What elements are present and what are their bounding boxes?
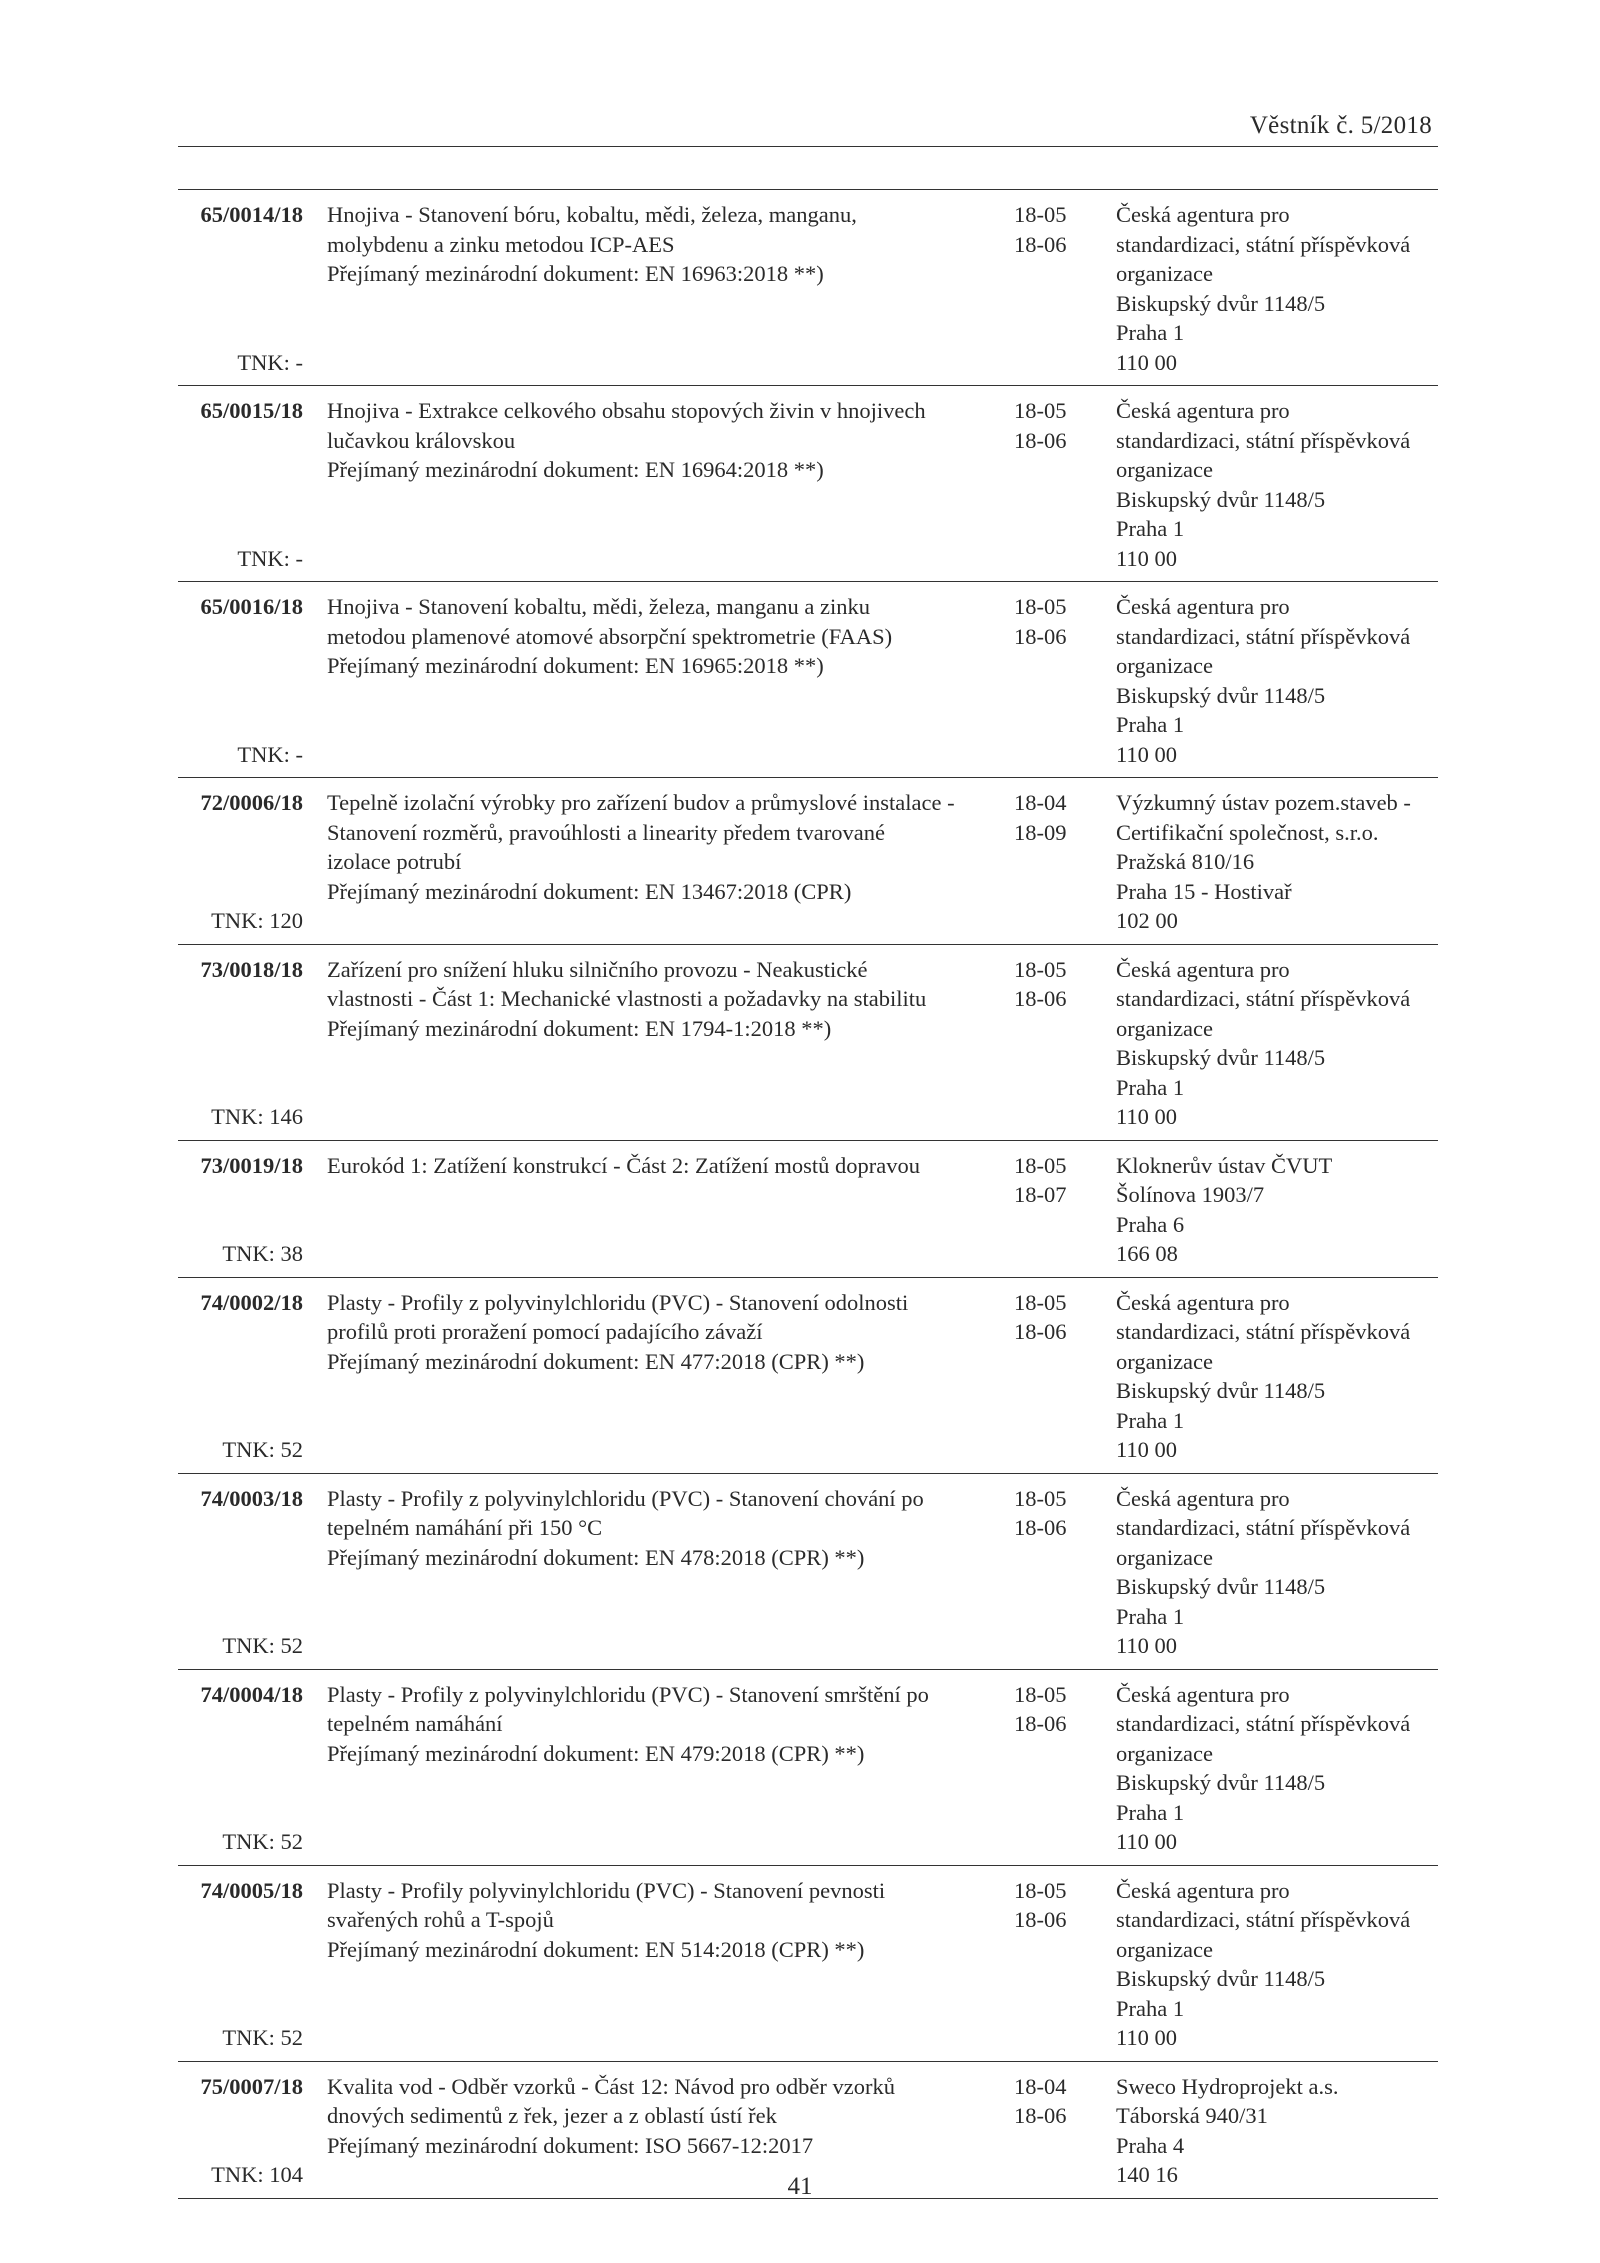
entry-id-cell [178,1680,303,1854]
title-line: svařených rohů a T-spojů [327,1907,554,1932]
organization-line: Biskupský dvůr 1148/5 [1116,486,1326,512]
entry-organization-cell [1116,1151,1436,1269]
organization-line: organizace [1116,653,1214,678]
date-code: 18-06 [1014,1711,1067,1736]
title-line: Plasty - Profily polyvinylchloridu (PVC) - Stanovení pevnosti [327,1877,886,1903]
title-line: Eurokód 1: Zatížení konstrukcí - Část 2: Zatížení mostů dopravou [327,1152,920,1178]
tnk-label: TNK: - [237,545,303,571]
table-row [178,1278,1438,1474]
entry-dates-cell [1014,955,1094,1014]
title-line: profilů proti proražení pomocí padajícího závaží [327,1319,763,1344]
organization-line: Biskupský dvůr 1148/5 [1116,1574,1326,1599]
entry-id-cell [178,592,303,767]
entry-number: 72/0006/18 [200,790,303,815]
organization-line: standardizaci, státní příspěvková [1116,623,1411,649]
date-code: 18-05 [1014,1485,1067,1511]
entry-organization-cell [1116,1484,1436,1661]
date-code: 18-04 [1014,2073,1067,2099]
entry-number: 74/0002/18 [200,1289,303,1315]
title-line: Přejímaný mezinárodní dokument: EN 514:2018 (CPR) **) [327,1936,865,1962]
entry-organization-cell [1116,788,1436,936]
title-line: izolace potrubí [327,849,462,874]
organization-line: standardizaci, státní příspěvková [1116,1319,1411,1344]
organization-line: Certifikační společnost, s.r.o. [1116,819,1379,845]
organization-line: Kloknerův ústav ČVUT [1116,1152,1333,1178]
title-line: Stanovení rozměrů, pravoúhlosti a linearity předem tvarované [327,819,885,845]
entry-number: 73/0019/18 [200,1152,303,1178]
entry-id-cell [178,396,303,571]
organization-line: Praha 1 [1116,320,1185,345]
entry-dates-cell [1014,1484,1094,1543]
entry-number: 75/0007/18 [200,2073,303,2099]
organization-line: organizace [1116,1936,1214,1962]
date-code: 18-06 [1014,231,1067,257]
organization-line: organizace [1116,1015,1214,1041]
entry-organization-cell [1116,1288,1436,1465]
organization-line: Praha 4 [1116,2132,1185,2158]
organization-line: 110 00 [1116,1633,1178,1658]
date-code: 18-09 [1014,819,1067,845]
title-line: Přejímaný mezinárodní dokument: EN 1794-1:2018 **) [327,1015,832,1041]
date-code: 18-05 [1014,1681,1067,1707]
title-line: Hnojiva - Stanovení kobaltu, mědi, železa, manganu a zinku [327,594,870,619]
date-code: 18-05 [1014,1877,1067,1903]
title-line: Přejímaný mezinárodní dokument: EN 13467:2018 (CPR) [327,878,852,904]
organization-line: organizace [1116,261,1214,286]
page-number: 41 [787,2173,813,2200]
table-row [178,945,1438,1141]
title-line: Přejímaný mezinárodní dokument: EN 477:2018 (CPR) **) [327,1348,865,1374]
tnk-label: TNK: 52 [222,1437,303,1462]
title-line: Hnojiva - Stanovení bóru, kobaltu, mědi, železa, manganu, [327,202,857,227]
date-code: 18-06 [1014,1319,1067,1344]
entry-id-cell [178,1288,303,1462]
organization-line: Praha 1 [1116,1603,1185,1629]
date-code: 18-06 [1014,986,1067,1011]
organization-line: Česká agentura pro [1116,1681,1290,1707]
date-code: 18-06 [1014,2103,1067,2128]
organization-line: Česká agentura pro [1116,1877,1290,1903]
title-line: Přejímaný mezinárodní dokument: ISO 5667-12:2017 [327,2132,814,2158]
entry-id-cell [178,1151,303,1266]
organization-line: Česká agentura pro [1116,1485,1290,1511]
organization-line: standardizaci, státní příspěvková [1116,427,1411,453]
title-line: Přejímaný mezinárodní dokument: EN 16964:2018 **) [327,457,824,482]
date-code: 18-07 [1014,1182,1067,1207]
organization-line: standardizaci, státní příspěvková [1116,1515,1411,1540]
entry-number: 73/0018/18 [200,956,303,982]
title-line: Zařízení pro snížení hluku silničního provozu - Neakustické [327,956,868,982]
organization-line: Česká agentura pro [1116,1289,1290,1315]
organization-line: Praha 1 [1116,712,1185,737]
date-code: 18-06 [1014,623,1067,649]
date-code: 18-05 [1014,594,1067,619]
organization-line: 102 00 [1116,908,1178,933]
date-code: 18-06 [1014,427,1067,453]
entry-organization-cell [1116,592,1436,769]
entry-dates-cell [1014,1876,1094,1935]
entry-organization-cell [1116,200,1436,377]
date-code: 18-05 [1014,1289,1067,1315]
table-row [178,1141,1438,1278]
entry-organization-cell [1116,955,1436,1132]
title-line: Plasty - Profily z polyvinylchloridu (PVC) - Stanovení smrštění po [327,1681,929,1707]
title-line: Přejímaný mezinárodní dokument: EN 16963:2018 **) [327,261,824,286]
organization-line: standardizaci, státní příspěvková [1116,986,1411,1011]
date-code: 18-06 [1014,1907,1067,1932]
organization-line: Biskupský dvůr 1148/5 [1116,1045,1326,1070]
organization-line: 110 00 [1116,2025,1178,2050]
entry-dates-cell [1014,1151,1094,1210]
entry-organization-cell [1116,2072,1436,2190]
table-row [178,1670,1438,1866]
organization-line: Česká agentura pro [1116,398,1290,423]
organization-line: Praha 1 [1116,1995,1185,2021]
entry-dates-cell [1014,200,1094,259]
entry-id-cell [178,1876,303,2050]
organization-line: Šolínova 1903/7 [1116,1182,1265,1207]
organization-line: Praha 1 [1116,1407,1185,1433]
organization-line: organizace [1116,1348,1214,1374]
organization-line: Praha 15 - Hostivař [1116,878,1292,904]
organization-line: Praha 1 [1116,1799,1185,1825]
organization-line: organizace [1116,457,1214,482]
tnk-label: TNK: 52 [222,2025,303,2050]
title-line: Přejímaný mezinárodní dokument: EN 479:2018 (CPR) **) [327,1740,865,1766]
title-line: Hnojiva - Extrakce celkového obsahu stopových živin v hnojivech [327,398,926,423]
organization-line: Biskupský dvůr 1148/5 [1116,1770,1326,1795]
organization-line: Praha 6 [1116,1211,1185,1237]
entry-dates-cell [1014,1680,1094,1739]
tnk-label: TNK: - [237,741,303,767]
tnk-label: TNK: 120 [211,908,303,933]
organization-line: organizace [1116,1544,1214,1570]
table-row [178,1866,1438,2062]
entry-number: 65/0016/18 [200,594,303,619]
title-line: lučavkou královskou [327,427,516,453]
organization-line: Táborská 940/31 [1116,2103,1268,2128]
title-line: Tepelně izolační výrobky pro zařízení budov a průmyslové instalace - [327,790,955,815]
tnk-label: TNK: 52 [222,1829,303,1854]
date-code: 18-05 [1014,956,1067,982]
organization-line: standardizaci, státní příspěvková [1116,1907,1411,1932]
organization-line: 110 00 [1116,545,1178,571]
entry-id-cell [178,2072,303,2187]
date-code: 18-05 [1014,202,1067,227]
table-row [178,1474,1438,1670]
organization-line: 110 00 [1116,1104,1178,1129]
organization-line: Pražská 810/16 [1116,849,1255,874]
title-line: tepelném namáhání při 150 °C [327,1515,603,1540]
organization-line: Biskupský dvůr 1148/5 [1116,1966,1326,1991]
title-line: dnových sedimentů z řek, jezer a z oblastí ústí řek [327,2103,777,2128]
entry-number: 74/0003/18 [200,1485,303,1511]
date-code: 18-05 [1014,1152,1067,1178]
entry-dates-cell [1014,788,1094,847]
date-code: 18-05 [1014,398,1067,423]
organization-line: Praha 1 [1116,1074,1185,1100]
organization-line: Česká agentura pro [1116,202,1290,227]
organization-line: 110 00 [1116,741,1178,767]
table-row [178,582,1438,778]
date-code: 18-04 [1014,790,1067,815]
organization-line: 110 00 [1116,1829,1178,1854]
organization-line: Sweco Hydroprojekt a.s. [1116,2073,1339,2099]
title-line: Plasty - Profily z polyvinylchloridu (PVC) - Stanovení odolnosti [327,1289,909,1315]
date-code: 18-06 [1014,1515,1067,1540]
page-header [178,104,1438,147]
entry-organization-cell [1116,1680,1436,1857]
table-row [178,386,1438,582]
organization-line: Biskupský dvůr 1148/5 [1116,1378,1326,1403]
tnk-label: TNK: 146 [211,1104,303,1129]
title-line: Přejímaný mezinárodní dokument: EN 16965:2018 **) [327,653,824,678]
title-line: vlastnosti - Část 1: Mechanické vlastnosti a požadavky na stabilitu [327,986,927,1011]
bulletin-title: Věstník č. 5/2018 [1249,112,1432,139]
entry-id-cell [178,788,303,933]
entry-dates-cell [1014,1288,1094,1347]
tnk-label: TNK: 52 [222,1633,303,1658]
title-line: Přejímaný mezinárodní dokument: EN 478:2018 (CPR) **) [327,1544,865,1570]
entry-number: 74/0004/18 [200,1681,303,1707]
organization-line: Biskupský dvůr 1148/5 [1116,682,1326,708]
standards-table [178,189,1438,2199]
organization-line: 110 00 [1116,349,1178,375]
table-row [178,190,1438,386]
organization-line: Výzkumný ústav pozem.staveb - [1116,790,1411,815]
table-row [178,778,1438,945]
organization-line: standardizaci, státní příspěvková [1116,231,1411,257]
organization-line: Biskupský dvůr 1148/5 [1116,290,1326,316]
organization-line: Praha 1 [1116,516,1185,541]
organization-line: Česká agentura pro [1116,594,1290,619]
tnk-label: TNK: 104 [211,2162,303,2187]
entry-id-cell [178,955,303,1129]
organization-line: 110 00 [1116,1437,1178,1462]
entry-id-cell [178,1484,303,1658]
organization-line: 140 16 [1116,2162,1178,2187]
entry-dates-cell [1014,2072,1094,2131]
tnk-label: TNK: 38 [222,1241,303,1266]
tnk-label: TNK: - [237,349,303,375]
title-line: Kvalita vod - Odběr vzorků - Část 12: Návod pro odběr vzorků [327,2073,895,2099]
title-line: Plasty - Profily z polyvinylchloridu (PVC) - Stanovení chování po [327,1485,924,1511]
entry-id-cell [178,200,303,375]
entry-number: 65/0014/18 [200,202,303,227]
entry-dates-cell [1014,592,1094,651]
entry-number: 65/0015/18 [200,398,303,423]
organization-line: 166 08 [1116,1241,1178,1266]
entry-organization-cell [1116,396,1436,573]
title-line: tepelném namáhání [327,1711,503,1736]
entry-organization-cell [1116,1876,1436,2053]
entry-dates-cell [1014,396,1094,455]
title-line: molybdenu a zinku metodou ICP-AES [327,231,675,257]
organization-line: organizace [1116,1740,1214,1766]
entry-number: 74/0005/18 [200,1877,303,1903]
title-line: metodou plamenové atomové absorpční spektrometrie (FAAS) [327,623,893,649]
organization-line: Česká agentura pro [1116,956,1290,982]
organization-line: standardizaci, státní příspěvková [1116,1711,1411,1736]
